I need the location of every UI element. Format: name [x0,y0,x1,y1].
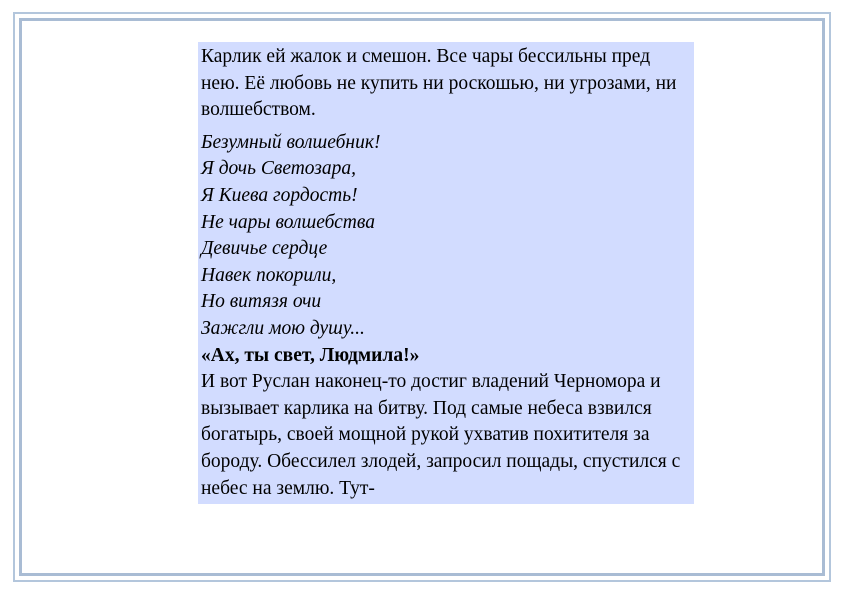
story-paragraph: И вот Руслан наконец-то достиг владений Черномора и вызывает карлика на битву. Под самые небеса взвился богатырь, своей мощной рукой ухватив похитителя за бороду. Обессилел злодей, запросил пощады, спустился с небес на землю. Тут- [201,371,681,499]
aria-title: «Ах, ты свет, Людмила!» [201,344,420,366]
intro-paragraph: Карлик ей жалок и смешон. Все чары бессильны пред нею. Её любовь не купить ни роскошью, ни угрозами, ни волшебством. [201,46,677,121]
text-block [198,42,694,504]
verse-line: Безумный волшебник! [201,131,381,153]
verse-line: Девичье сердце [201,238,328,260]
verse-line: Навек покорили, [201,264,337,286]
verse-block [201,130,690,369]
verse-line: Я дочь Светозара, [201,158,357,180]
verse-line: Я Киева гордость! [201,184,358,206]
verse-line: Зажгли мою душу... [201,317,365,339]
verse-line: Но витязя очи [201,291,322,313]
verse-line: Не чары волшебства [201,211,375,233]
